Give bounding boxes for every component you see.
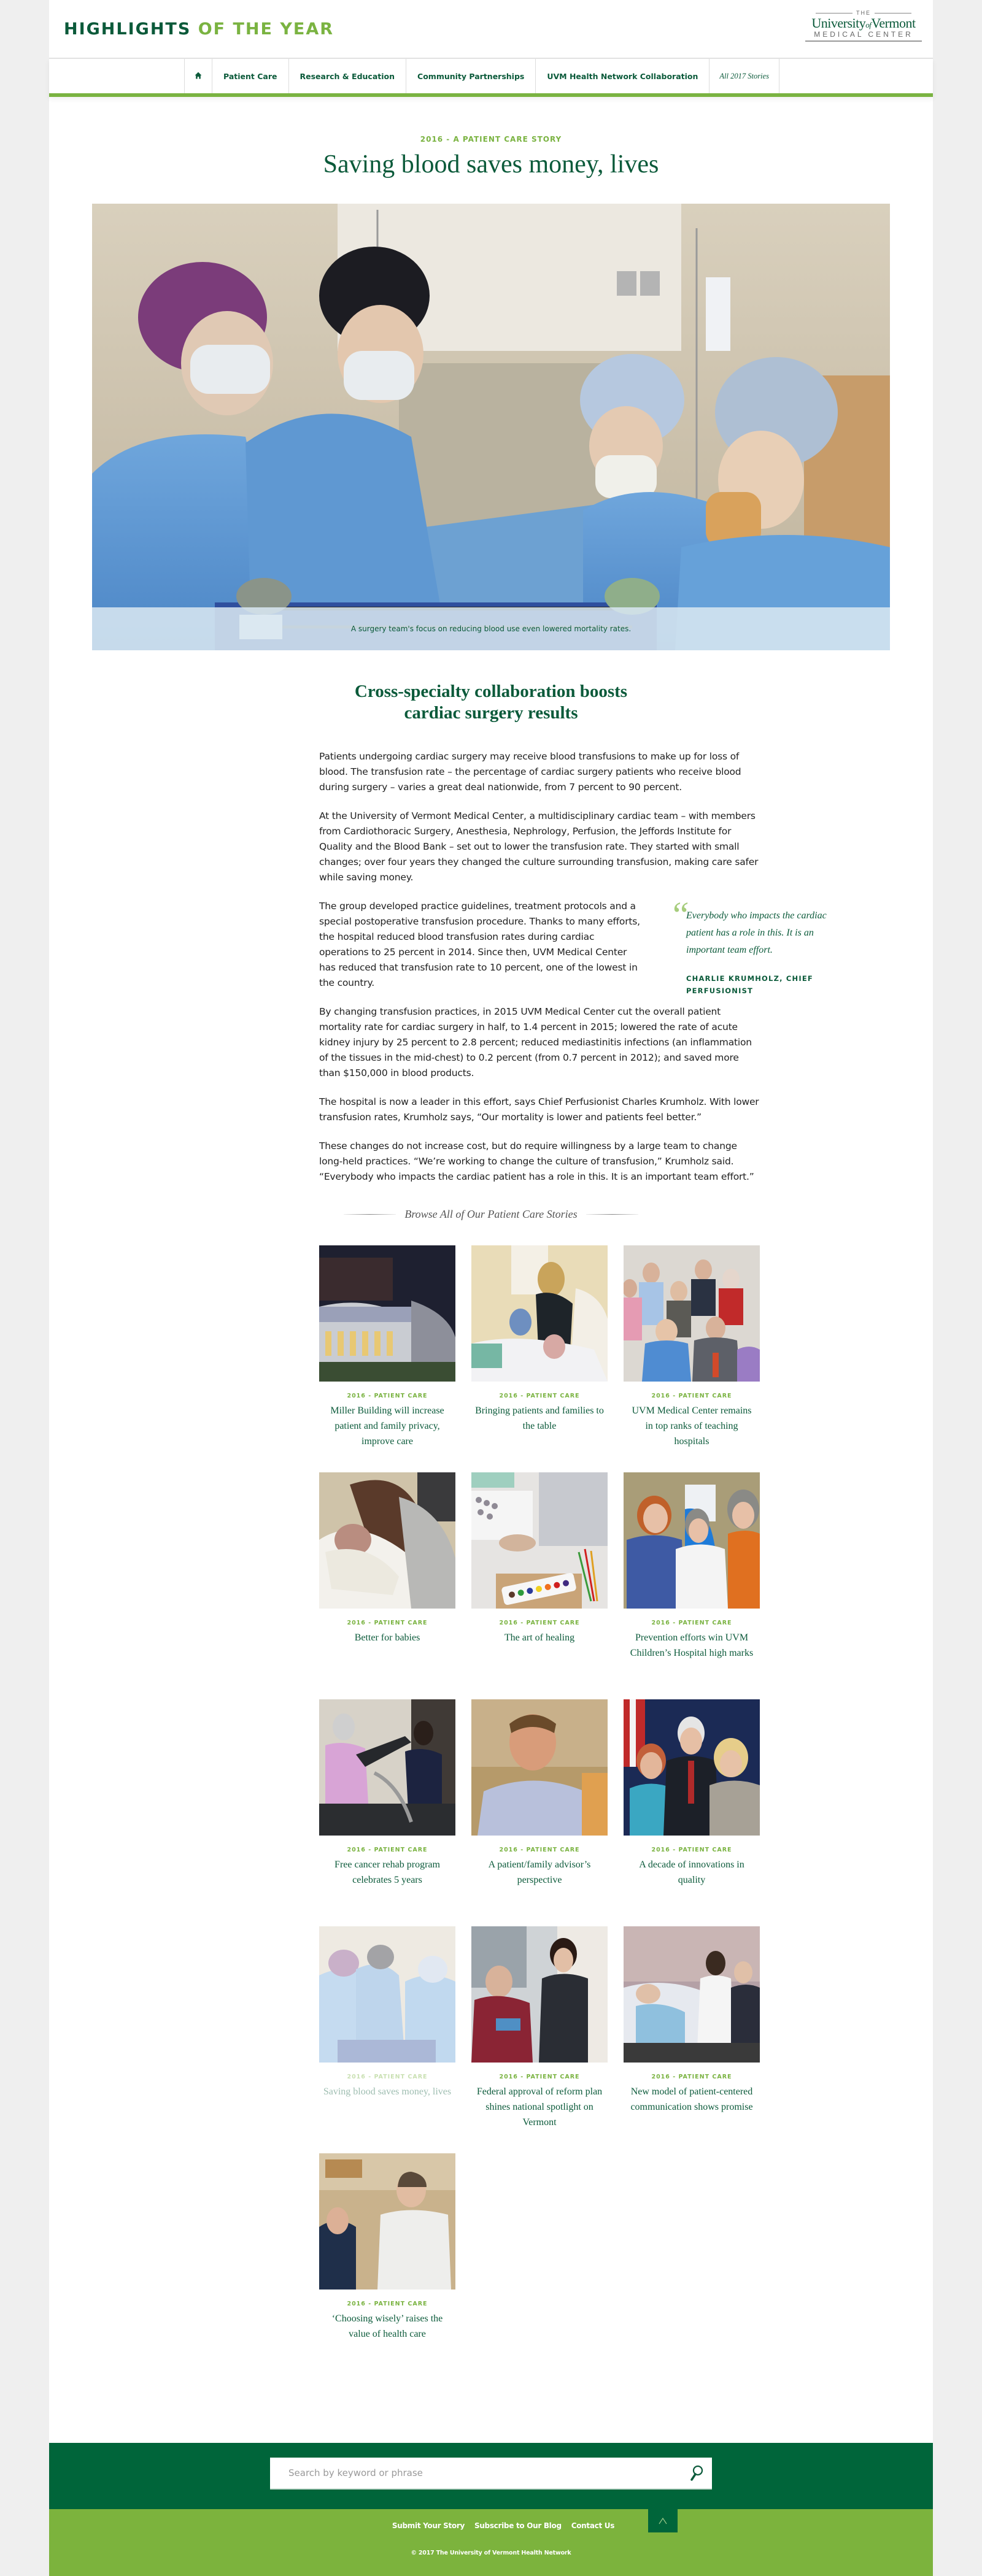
story-thumbnail[interactable] <box>471 1926 608 2063</box>
story-category: 2016 - PATIENT CARE <box>499 2073 580 2080</box>
main-nav <box>49 59 933 97</box>
logo-medical-center: MEDICAL CENTER <box>805 30 922 42</box>
story-thumbnail[interactable] <box>624 1472 760 1609</box>
story-category: 2016 - PATIENT CARE <box>347 1846 428 1853</box>
surgery-team-photo <box>92 204 890 650</box>
footer-link-submit-story[interactable]: Submit Your Story <box>392 2521 465 2530</box>
story-category: 2016 - PATIENT CARE <box>347 2073 428 2080</box>
footer-links <box>74 2521 933 2530</box>
story-card-better-for-babies[interactable] <box>319 1472 455 1699</box>
footer-search-band <box>49 2443 933 2509</box>
uvm-medical-center-logo[interactable] <box>805 10 922 42</box>
story-card-art-of-healing[interactable] <box>471 1472 608 1699</box>
story-grid <box>319 1245 773 2380</box>
story-category: 2016 - PATIENT CARE <box>347 2300 428 2307</box>
search-input[interactable] <box>270 2458 681 2488</box>
footer-link-subscribe-blog[interactable]: Subscribe to Our Blog <box>474 2521 562 2530</box>
story-title[interactable]: Better for babies <box>354 1632 420 1643</box>
story-title[interactable]: Federal approval of reform plan shines national spotlight on Vermont <box>476 2086 603 2128</box>
story-card-miller-building[interactable] <box>319 1245 455 1472</box>
story-title[interactable]: A decade of innovations in quality <box>639 1859 744 1885</box>
nav-uvm-health-network-collaboration[interactable]: UVM Health Network Collaboration <box>535 59 709 93</box>
story-card-saving-blood-current[interactable] <box>319 1926 455 2153</box>
story-category: 2016 - PATIENT CARE <box>651 2073 732 2080</box>
search-button[interactable] <box>681 2458 712 2488</box>
story-title[interactable]: ‘Choosing wisely’ raises the value of health care <box>331 2313 443 2339</box>
story-thumbnail[interactable] <box>471 1472 608 1609</box>
article-paragraph: Patients undergoing cardiac surgery may receive blood transfusions to make up for loss of blood. The transfusion rate – the percentage of cardiac surgery patients who receive blood during surgery – varies a great deal nationwide, from 7 percent to 90 percent. <box>319 750 741 793</box>
logo-the: THE <box>805 10 922 16</box>
story-title[interactable]: A patient/family advisor’s perspective <box>488 1859 591 1885</box>
article-paragraph: At the University of Vermont Medical Center, a multidisciplinary cardiac team – with members from Cardiothoracic Surgery, Anesthesia, Nephrology, Perfusion, the Jeffords Institute for Quality and the Blood Bank – set out to lower the transfusion rate. They started with small changes; over four years they changed the culture surrounding transfusion, making care safer while saving money. <box>319 810 759 883</box>
home-icon <box>195 72 202 81</box>
story-thumbnail[interactable] <box>624 1926 760 2063</box>
site-title-highlights: HIGHLIGHTS <box>64 20 191 39</box>
site-title[interactable] <box>64 20 334 39</box>
nav-research-education[interactable]: Research & Education <box>288 59 406 93</box>
footer-search <box>270 2458 712 2489</box>
story-category: 2016 - PATIENT CARE <box>347 1392 428 1399</box>
story-title[interactable]: The art of healing <box>504 1632 575 1643</box>
nav-all-stories[interactable]: All 2017 Stories <box>709 59 779 93</box>
story-category: 2016 - PATIENT CARE <box>651 1846 732 1853</box>
article-paragraph: The hospital is now a leader in this effort, says Chief Perfusionist Charles Krumholz. With lower transfusion rates, Krumholz says, “Our mortality is lower and patients feel better.” <box>319 1096 759 1123</box>
story-card-bringing-patients[interactable] <box>471 1245 608 1472</box>
hero-caption: A surgery team's focus on reducing blood use even lowered mortality rates. <box>92 607 890 650</box>
nav-community-partnerships[interactable]: Community Partnerships <box>406 59 535 93</box>
story-title[interactable]: Saving blood saves money, lives <box>323 2086 452 2097</box>
article-paragraph: By changing transfusion practices, in 2015 UVM Medical Center cut the overall patient mortality rate for cardiac surgery in half, to 1.4 percent in 2015; lowered the rate of acute kidney injury by 25 percent to 2.8 percent; reduced mediastinitis infections (an inflammation of the tissues in the mid-chest) to 0.2 percent (from 0.7 percent in 2012); and saved more than $150,000 in blood products. <box>319 1005 752 1078</box>
copyright: © 2017 The University of Vermont Health Network <box>411 2550 571 2556</box>
story-card-cancer-rehab[interactable] <box>319 1699 455 1926</box>
article-body <box>319 749 827 1185</box>
story-category: 2016 - PATIENT CARE <box>499 1846 580 1853</box>
story-thumbnail[interactable] <box>319 2153 455 2290</box>
site-title-of-the-year: OF THE YEAR <box>198 20 334 39</box>
article-subhead: Cross-specialty collaboration boosts cardiac surgery results <box>354 682 628 723</box>
article-paragraph: The group developed practice guidelines, treatment protocols and a special postoperative transfusion procedure. Thanks to many efforts, the hospital reduced blood transfusion rates during cardiac operations to 25 percent in 2014. Since then, UVM Medical Center has reduced that transfusion rate to 10 percent, one of the lowest in the country. <box>319 900 640 988</box>
pull-quote <box>669 894 847 997</box>
story-thumbnail[interactable] <box>319 1472 455 1609</box>
story-category: 2016 - PATIENT CARE <box>499 1392 580 1399</box>
hero-image <box>92 204 890 650</box>
story-thumbnail[interactable] <box>624 1699 760 1836</box>
page <box>49 0 933 2576</box>
story-title[interactable]: Miller Building will increase patient and family privacy, improve care <box>330 1405 444 1447</box>
browse-heading-label[interactable]: Browse All of Our Patient Care Stories <box>404 1207 578 1220</box>
logo-university-of-vermont: UniversityofVermont <box>811 15 916 31</box>
back-to-top-button[interactable] <box>648 2509 678 2532</box>
quote-mark-icon: “ <box>669 894 690 935</box>
story-card-family-advisor[interactable] <box>471 1699 608 1926</box>
chevron-up-icon <box>658 2517 668 2524</box>
story-card-decade-innovations[interactable] <box>624 1699 760 1926</box>
divider <box>586 1214 638 1215</box>
article-paragraph: These changes do not increase cost, but do require willingness by a large team to change long-held practices. “We’re working to change the culture of transfusion,” Krumholz said. “Everybody who impacts the cardiac patient has a role in this. It is an important team effort.” <box>319 1140 754 1182</box>
pull-quote-attribution: CHARLIE KRUMHOLZ, CHIEF PERFUSIONIST <box>686 974 813 995</box>
story-kicker: 2016 - A PATIENT CARE STORY <box>420 135 562 144</box>
story-card-top-ranks[interactable] <box>624 1245 760 1472</box>
story-card-new-model-communication[interactable] <box>624 1926 760 2153</box>
browse-heading <box>49 1208 933 1221</box>
story-title[interactable]: New model of patient-centered communication shows promise <box>630 2086 753 2112</box>
site-header <box>49 0 933 59</box>
story-card-federal-approval[interactable] <box>471 1926 608 2153</box>
nav-patient-care[interactable]: Patient Care <box>212 59 288 93</box>
story-thumbnail[interactable] <box>471 1245 608 1382</box>
search-icon <box>690 2465 703 2481</box>
story-category: 2016 - PATIENT CARE <box>651 1392 732 1399</box>
nav-home[interactable] <box>184 59 212 93</box>
story-title[interactable]: Prevention efforts win UVM Children’s Hospital high marks <box>630 1632 754 1658</box>
story-category: 2016 - PATIENT CARE <box>347 1619 428 1626</box>
story-category: 2016 - PATIENT CARE <box>499 1619 580 1626</box>
story-card-choosing-wisely[interactable] <box>319 2153 455 2380</box>
story-thumbnail[interactable] <box>319 1926 455 2063</box>
story-thumbnail[interactable] <box>471 1699 608 1836</box>
story-category: 2016 - PATIENT CARE <box>651 1619 732 1626</box>
story-thumbnail[interactable] <box>319 1245 455 1382</box>
story-title[interactable]: UVM Medical Center remains in top ranks of teaching hospitals <box>632 1405 752 1447</box>
divider <box>344 1214 396 1215</box>
story-card-prevention-efforts[interactable] <box>624 1472 760 1699</box>
story-title[interactable]: Free cancer rehab program celebrates 5 years <box>334 1859 440 1885</box>
page-title: Saving blood saves money, lives <box>323 150 659 179</box>
footer-link-contact-us[interactable]: Contact Us <box>571 2521 615 2530</box>
pull-quote-text: Everybody who impacts the cardiac patient has a role in this. It is an important team effort. <box>686 910 827 955</box>
story-thumbnail[interactable] <box>319 1699 455 1836</box>
story-title[interactable]: Bringing patients and families to the table <box>475 1405 604 1431</box>
story-thumbnail[interactable] <box>624 1245 760 1382</box>
footer-links-band <box>49 2509 933 2576</box>
